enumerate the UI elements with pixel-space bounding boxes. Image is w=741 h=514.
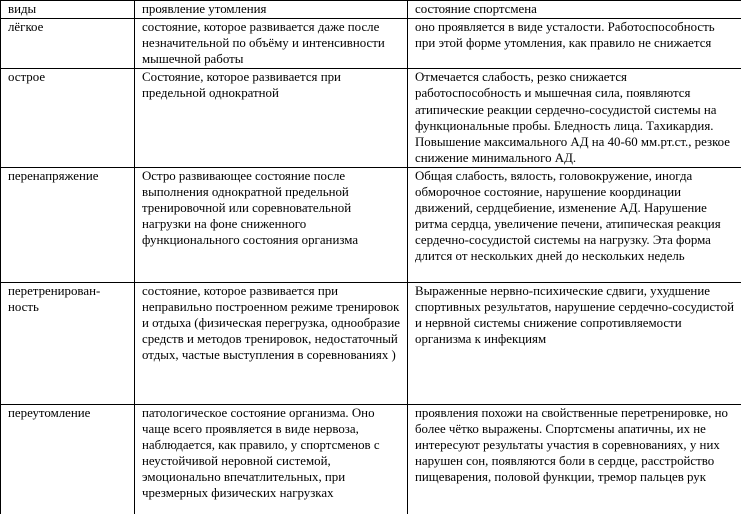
cell-athlete-state: оно проявляется в виде усталости. Работоспособность при этой форме утомления, как правило не снижается [408, 19, 741, 69]
table-row [1, 167, 741, 282]
cell-manifestation: состояние, которое развивается при неправильно построенном режиме тренировок и отдыха (физическая перегрузка, однообразие средств и методов тренировок, недостаточный отдых, частые выступления в соревнованиях ) [135, 282, 408, 404]
cell-athlete-state: Выраженные нервно-психические сдвиги, ухудшение спортивных результатов, нарушение сердечно-сосудистой и нервной системы снижение сопротивляемости организма к инфекциям [408, 282, 741, 404]
header-cell-kind: виды [1, 1, 135, 19]
header-row [1, 1, 741, 19]
cell-manifestation: состояние, которое развивается даже после незначительной по объёму и интенсивности мышечной работы [135, 19, 408, 69]
cell-kind: лёгкое [1, 19, 135, 69]
cell-kind: перетренирован-ность [1, 282, 135, 404]
cell-manifestation: Состояние, которое развивается при предельной однократной [135, 69, 408, 168]
cell-athlete-state: Отмечается слабость, резко снижается работоспособность и мышечная сила, появляются атипические реакции сердечно-сосудистой системы на функциональные пробы. Бледность лица. Тахикардия. Повышение максимального АД на 40-60 мм.рт.ст., резкое снижение минимального АД. [408, 69, 741, 168]
header-cell-manifestation: проявление утомления [135, 1, 408, 19]
cell-athlete-state: Общая слабость, вялость, головокружение, иногда обморочное состояние, нарушение координации движений, сердцебиение, изменение АД. Нарушение ритма сердца, увеличение печени, атипическая реакция сердечно-сосудистой системы на нагрузку. Эта форма длится от нескольких дней до нескольких недель [408, 167, 741, 282]
cell-manifestation: Остро развивающее состояние после выполнения однократной предельной тренировочной или соревновательной нагрузки на фоне сниженного функционального состояния организма [135, 167, 408, 282]
table-row [1, 282, 741, 404]
header-cell-athlete-state: состояние спортсмена [408, 1, 741, 19]
cell-manifestation: патологическое состояние организма. Оно чаще всего проявляется в виде нервоза, наблюдается, как правило, у спортсменов с неустойчивой неровной системой, эмоционально впечатлительных, при чрезмерных физических нагрузках [135, 404, 408, 514]
table-row [1, 404, 741, 514]
cell-kind: перенапряжение [1, 167, 135, 282]
table-row [1, 19, 741, 69]
cell-kind: переутомление [1, 404, 135, 514]
cell-athlete-state: проявления похожи на свойственные перетренировке, но более чётко выражены. Спортсмены апатичны, их не интересуют результаты участия в соревнованиях, у них нарушен сон, появляются боли в сердце, расстройство пищеварения, половой функции, тремор пальцев рук [408, 404, 741, 514]
cell-kind: острое [1, 69, 135, 168]
table-row [1, 69, 741, 168]
